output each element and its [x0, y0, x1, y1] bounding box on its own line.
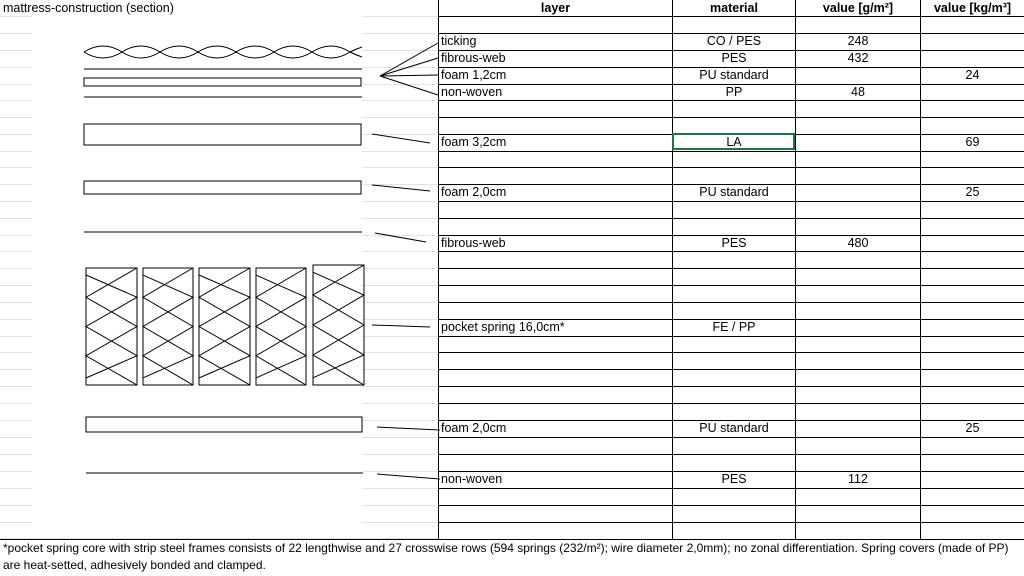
mattress-section-drawing: [0, 0, 440, 540]
cell-material[interactable]: PES: [721, 51, 747, 65]
cell-value-gm2[interactable]: 48: [851, 85, 865, 99]
leader-lines: [372, 43, 440, 479]
foam-3-2cm-drawing: [84, 124, 361, 145]
cell-material[interactable]: LA: [726, 135, 742, 149]
cell-material[interactable]: CO / PES: [706, 34, 762, 48]
cell-value-kgm3[interactable]: 25: [965, 421, 980, 435]
cell-material[interactable]: FE / PP: [712, 320, 756, 334]
cell-layer[interactable]: foam 2,0cm: [441, 421, 507, 435]
cell-layer[interactable]: foam 3,2cm: [441, 135, 507, 149]
cell-layer[interactable]: non-woven: [441, 85, 503, 99]
cell-layer[interactable]: ticking: [441, 34, 477, 48]
sheet-title: mattress-construction (section): [3, 1, 174, 15]
cell-material[interactable]: PU standard: [699, 421, 769, 435]
cell-layer[interactable]: fibrous-web: [441, 236, 506, 250]
cell-material[interactable]: PU standard: [699, 68, 769, 82]
cell-value-kgm3[interactable]: 69: [965, 135, 980, 149]
cell-value-kgm3[interactable]: 24: [965, 68, 980, 82]
ticking-layer-drawing: [84, 46, 362, 58]
foam-2-0cm-drawing-upper: [84, 181, 361, 194]
cell-material[interactable]: PES: [721, 236, 747, 250]
foam-1-2cm-drawing: [84, 78, 361, 86]
cell-value-gm2[interactable]: 432: [847, 51, 869, 65]
cell-value-kgm3[interactable]: 25: [965, 185, 980, 199]
cell-value-kgm3[interactable]: [921, 471, 1024, 488]
foam-2-0cm-drawing-lower: [86, 417, 362, 432]
cell-layer[interactable]: pocket spring 16,0cm*: [441, 320, 565, 334]
cell-value-gm2[interactable]: 248: [847, 34, 869, 48]
cell-value-kgm3[interactable]: [921, 235, 1024, 252]
cell-material[interactable]: PES: [721, 472, 747, 486]
cell-layer[interactable]: fibrous-web: [441, 51, 506, 65]
cell-value-gm2[interactable]: [796, 319, 920, 336]
cell-layer[interactable]: non-woven: [441, 472, 503, 486]
cell-value-gm2[interactable]: 112: [848, 472, 868, 486]
cell-value-kgm3[interactable]: [921, 319, 1024, 336]
cell-value-kgm3[interactable]: [921, 50, 1024, 67]
column-header-value-gm2: value [g/m²]: [822, 1, 894, 15]
cell-layer[interactable]: foam 2,0cm: [441, 185, 507, 199]
selected-cell[interactable]: [672, 133, 795, 150]
footnote: *pocket spring core with strip steel frames consists of 22 lengthwise and 27 crosswise rows (594 springs (232/m²); wire diameter 2,0mm); no zonal differentiation. Spring covers (made of PP) are heat-setted, adhesively bonded and clamped.: [3, 541, 1009, 572]
cell-material[interactable]: PP: [725, 85, 743, 99]
cell-value-gm2[interactable]: [796, 67, 920, 84]
column-header-material: material: [710, 1, 758, 15]
pocket-spring-drawing: [86, 265, 364, 385]
cell-value-kgm3[interactable]: [921, 84, 1024, 101]
cell-value-gm2[interactable]: [796, 184, 920, 201]
cell-material[interactable]: PU standard: [699, 185, 769, 199]
column-header-value-kgm3: value [kg/m³]: [933, 1, 1012, 15]
column-header-layer: layer: [540, 1, 571, 15]
cell-value-gm2[interactable]: [796, 134, 920, 151]
cell-value-gm2[interactable]: 480: [847, 236, 869, 250]
cell-layer[interactable]: foam 1,2cm: [441, 68, 507, 82]
cell-value-kgm3[interactable]: [921, 33, 1024, 50]
cell-value-gm2[interactable]: [796, 420, 920, 437]
